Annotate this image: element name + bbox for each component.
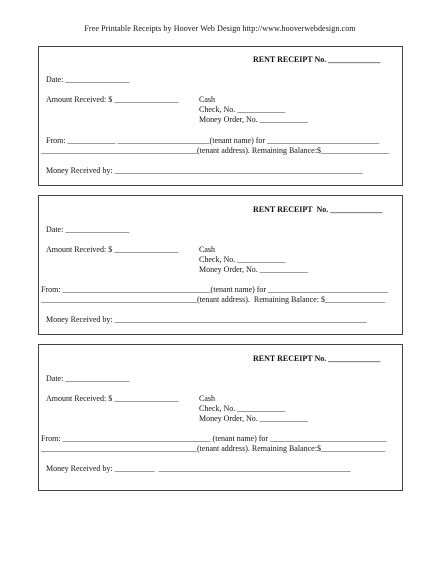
date-field[interactable]: Date: ________________ bbox=[46, 374, 130, 383]
receipt-title: RENT RECEIPT No. _____________ bbox=[253, 55, 381, 64]
from-tenant-line[interactable]: From: _____________________________________(tenant name) for ______________________________ bbox=[41, 285, 389, 294]
amount-received-field[interactable]: Amount Received: $ ________________ bbox=[46, 394, 179, 403]
rent-receipt-3 bbox=[38, 344, 403, 491]
money-received-by-field[interactable]: Money Received by: _______________________________________________________________ bbox=[46, 315, 367, 324]
check-number-field[interactable]: Check, No. ____________ bbox=[199, 105, 286, 114]
page-header: Free Printable Receipts by Hoover Web Design http://www.hooverwebdesign.com bbox=[84, 24, 356, 33]
amount-received-field[interactable]: Amount Received: $ ________________ bbox=[46, 245, 179, 254]
receipt-title: RENT RECEIPT No. _____________ bbox=[253, 354, 381, 363]
cash-option[interactable]: Cash bbox=[199, 245, 215, 254]
money-order-field[interactable]: Money Order, No. ____________ bbox=[199, 265, 308, 274]
rent-receipt-2 bbox=[38, 195, 403, 335]
amount-received-field[interactable]: Amount Received: $ ________________ bbox=[46, 95, 179, 104]
date-field[interactable]: Date: ________________ bbox=[46, 225, 130, 234]
cash-option[interactable]: Cash bbox=[199, 394, 215, 403]
tenant-address-line[interactable]: _______________________________________(tenant address). Remaining Balance: $_______________ bbox=[41, 295, 385, 304]
money-received-by-field[interactable]: Money Received by: __________ ________________________________________________ bbox=[46, 464, 351, 473]
money-order-field[interactable]: Money Order, No. ____________ bbox=[199, 115, 308, 124]
money-order-field[interactable]: Money Order, No. ____________ bbox=[199, 414, 308, 423]
check-number-field[interactable]: Check, No. ____________ bbox=[199, 255, 286, 264]
date-field[interactable]: Date: ________________ bbox=[46, 75, 130, 84]
receipt-title: RENT RECEIPT No. _____________ bbox=[253, 205, 383, 214]
from-tenant-line[interactable]: From: ____________ _______________________(tenant name) for ____________________________ bbox=[46, 136, 380, 145]
cash-option[interactable]: Cash bbox=[199, 95, 215, 104]
rent-receipt-1 bbox=[38, 46, 403, 186]
check-number-field[interactable]: Check, No. ____________ bbox=[199, 404, 286, 413]
from-tenant-line[interactable]: From: _____________________________________ (tenant name) for _____________________________ bbox=[41, 434, 387, 443]
money-received-by-field[interactable]: Money Received by: ______________________________________________________________ bbox=[46, 166, 363, 175]
tenant-address-line[interactable]: _______________________________________(tenant address). Remaining Balance:$_________________ bbox=[41, 146, 389, 155]
tenant-address-line[interactable]: _______________________________________(tenant address). Remaining Balance:$________________ bbox=[41, 444, 385, 453]
